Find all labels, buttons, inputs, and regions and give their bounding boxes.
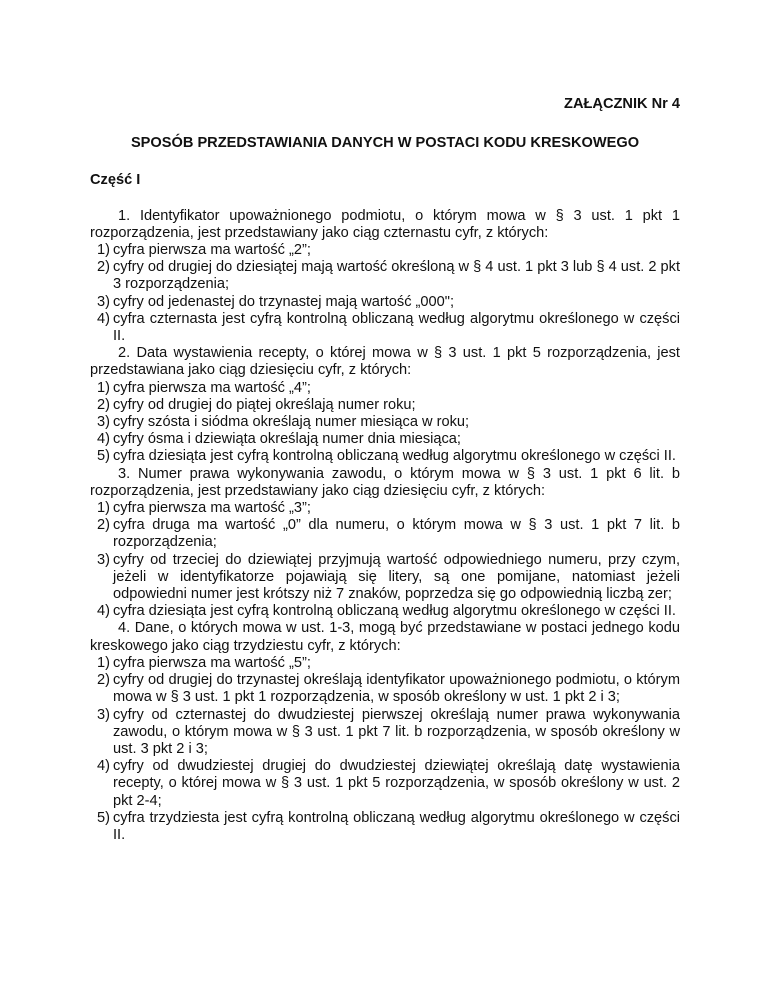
section-intro: 4. Dane, o których mowa w ust. 1-3, mogą być przedstawiane w postaci jednego kodu kreskowego jako ciąg trzydziestu cyfr, z których:	[90, 620, 680, 654]
section-intro: 1. Identyfikator upoważnionego podmiotu, o którym mowa w § 3 ust. 1 pkt 1 rozporządzenia, jest przedstawiany jako ciąg czternastu cyfr, z których:	[90, 207, 680, 241]
document-page	[90, 96, 680, 844]
list-item	[90, 517, 680, 551]
item-text: cyfra pierwsza ma wartość „3”;	[113, 500, 311, 517]
list-item	[90, 707, 680, 759]
item-number: 3)	[97, 293, 110, 310]
list-item	[90, 242, 680, 259]
section-1	[90, 208, 680, 346]
list-item	[90, 259, 680, 293]
list-item	[90, 672, 680, 706]
annex-label: ZAŁĄCZNIK Nr 4	[564, 96, 680, 112]
list-item	[90, 500, 680, 517]
item-text: cyfra trzydziesta jest cyfrą kontrolną obliczaną według algorytmu określonego w części II.	[113, 809, 680, 843]
section-list	[90, 242, 680, 345]
item-number: 4)	[97, 431, 110, 448]
item-text: cyfra druga ma wartość „0” dla numeru, o którym mowa w § 3 ust. 1 pkt 7 lit. b rozporządzenia;	[113, 517, 680, 551]
list-item	[90, 397, 680, 414]
item-text: cyfra dziesiąta jest cyfrą kontrolną obliczaną według algorytmu określonego w części II.	[113, 448, 676, 465]
item-number: 3)	[97, 551, 110, 568]
list-item	[90, 758, 680, 810]
item-text: cyfry od drugiej do trzynastej określają identyfikator upoważnionego podmiotu, o którym mowa w § 3 ust. 1 pkt 1 rozporządzenia, w sposób określony w ust. 1 pkt 2 i 3;	[113, 672, 680, 706]
list-item	[90, 810, 680, 844]
list-item	[90, 552, 680, 604]
list-item	[90, 294, 680, 311]
item-text: cyfra pierwsza ma wartość „4”;	[113, 379, 311, 396]
item-number: 3)	[97, 706, 110, 723]
item-number: 3)	[97, 414, 110, 431]
document-title: SPOSÓB PRZEDSTAWIANIA DANYCH W POSTACI KODU KRESKOWEGO	[130, 135, 640, 152]
item-number: 4)	[97, 603, 110, 620]
list-item	[90, 311, 680, 345]
item-number: 4)	[97, 310, 110, 327]
item-text: cyfry od drugiej do piątej określają numer roku;	[113, 396, 416, 413]
item-text: cyfry od trzeciej do dziewiątej przyjmują wartość odpowiedniego numeru, przy czym, jeżeli w identyfikatorze pojawiają się litery, są one pomijane, natomiast jeżeli odpowiedni numer jest krótszy niż 7 znaków, poprzedza się go odpowiednią liczbą zer;	[113, 551, 680, 603]
item-text: cyfry od dwudziestej drugiej do dwudziestej dziewiątej określają datę wystawienia recepty, o której mowa w § 3 ust. 1 pkt 5 rozporządzenia, w sposób określony w ust. 2 pkt 2-4;	[113, 758, 680, 809]
item-number: 5)	[97, 809, 110, 826]
list-item	[90, 655, 680, 672]
item-text: cyfra czternasta jest cyfrą kontrolną obliczaną według algorytmu określonego w części II.	[113, 310, 680, 345]
section-2	[90, 345, 680, 465]
item-number: 1)	[97, 654, 110, 671]
item-text: cyfry szósta i siódma określają numer miesiąca w roku;	[113, 414, 470, 431]
item-number: 4)	[97, 758, 110, 775]
list-item	[90, 603, 680, 620]
list-item	[90, 431, 680, 448]
item-number: 1)	[97, 379, 110, 396]
section-list	[90, 500, 680, 620]
section-intro: 2. Data wystawienia recepty, o której mowa w § 3 ust. 1 pkt 5 rozporządzenia, jest przedstawiana jako ciąg dziesięciu cyfr, z których:	[90, 345, 680, 379]
item-text: cyfry od czternastej do dwudziestej pierwszej określają numer prawa wykonywania zawodu, o którym mowa w § 3 ust. 1 pkt 7 lit. b rozporządzenia, w sposób określony w ust. 3 pkt 2 i 3;	[113, 706, 680, 757]
list-item	[90, 448, 680, 465]
section-4	[90, 620, 680, 844]
item-text: cyfra pierwsza ma wartość „2”;	[113, 242, 311, 259]
section-intro: 3. Numer prawa wykonywania zawodu, o którym mowa w § 3 ust. 1 pkt 6 lit. b rozporządzenia, jest przedstawiany jako ciąg dziesięciu cyfr, z których:	[90, 465, 680, 499]
item-text: cyfra pierwsza ma wartość „5”;	[113, 654, 311, 671]
section-3	[90, 466, 680, 621]
section-list	[90, 380, 680, 466]
item-number: 5)	[97, 448, 110, 465]
item-number: 2)	[97, 672, 110, 689]
item-text: cyfra dziesiąta jest cyfrą kontrolną obliczaną według algorytmu określonego w części II.	[113, 603, 676, 620]
item-number: 1)	[97, 500, 110, 517]
item-number: 1)	[97, 242, 110, 259]
section-list	[90, 655, 680, 844]
item-number: 2)	[97, 396, 110, 413]
item-text: cyfry od jedenastej do trzynastej mają wartość „000";	[113, 293, 454, 310]
item-number: 2)	[97, 517, 110, 534]
list-item	[90, 380, 680, 397]
item-text: cyfry od drugiej do dziesiątej mają wartość określoną w § 4 ust. 1 pkt 3 lub § 4 ust. 2 pkt 3 rozporządzenia;	[113, 259, 681, 293]
item-number: 2)	[97, 259, 110, 276]
part-heading: Część I	[90, 172, 141, 189]
item-text: cyfry ósma i dziewiąta określają numer dnia miesiąca;	[113, 431, 461, 448]
list-item	[90, 414, 680, 431]
